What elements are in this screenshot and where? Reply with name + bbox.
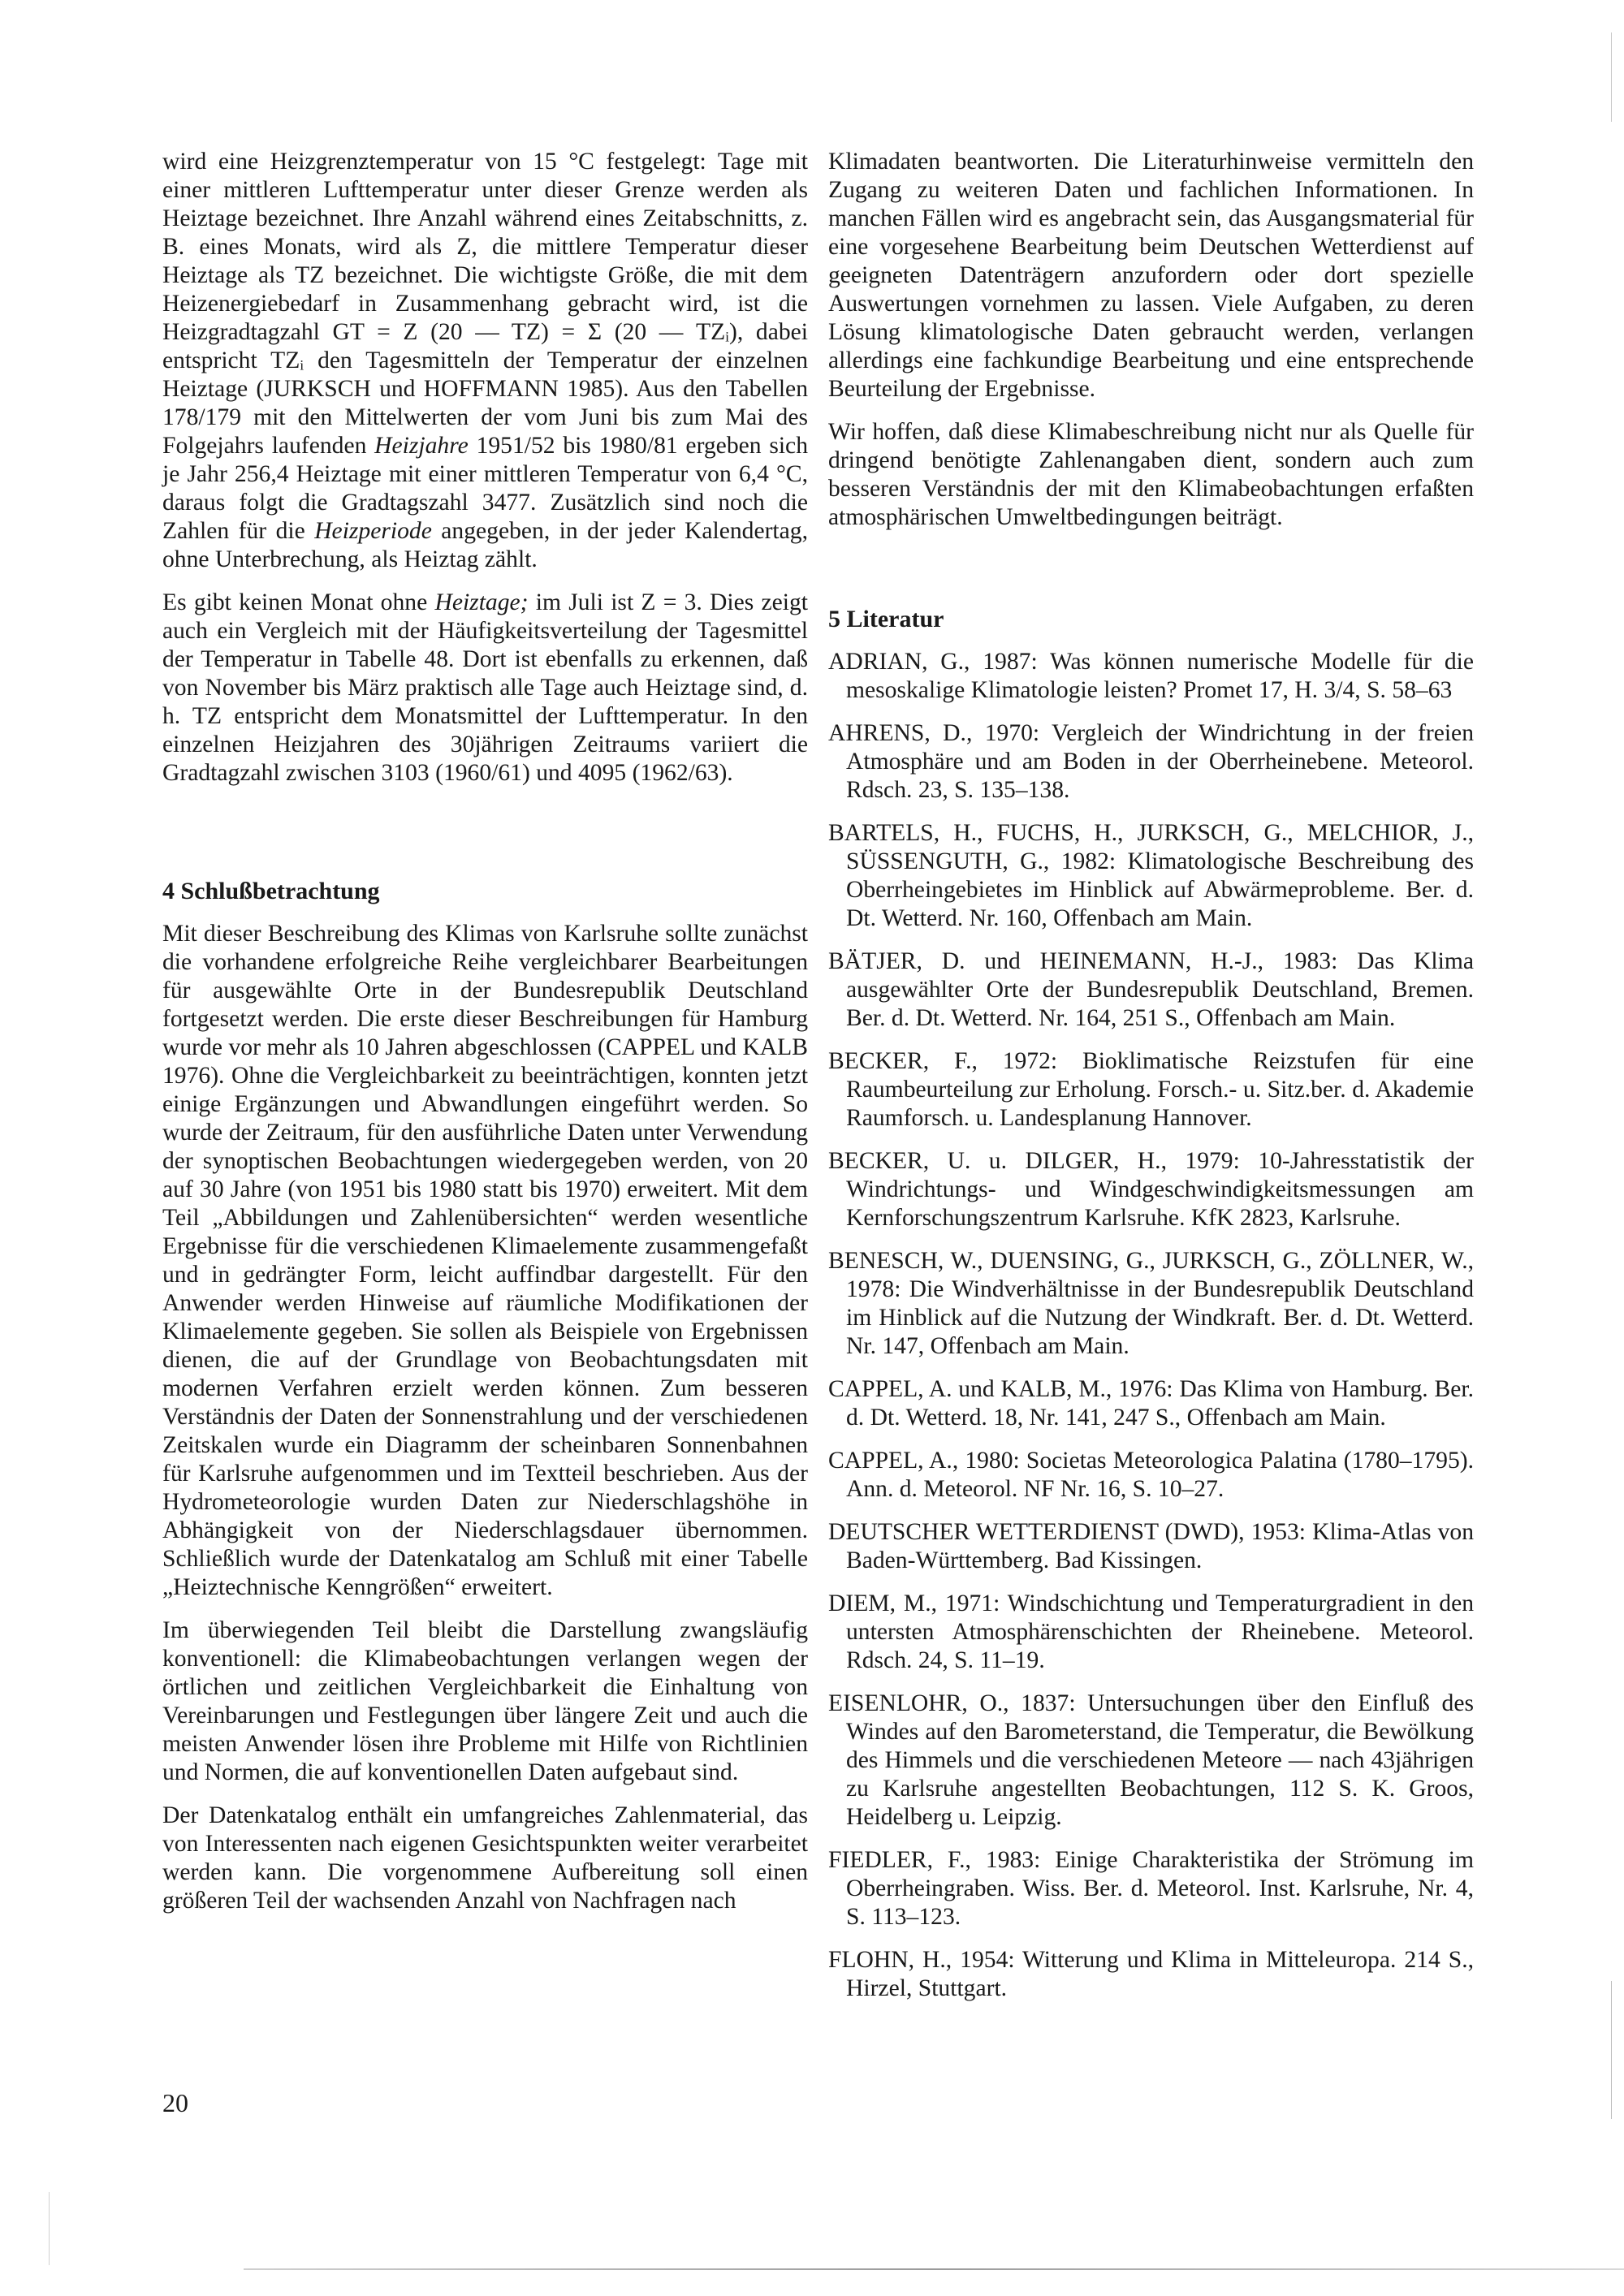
page-number: 20: [162, 2088, 188, 2117]
reference-item: EISENLOHR, O., 1837: Untersuchungen über den Einfluß des Windes auf den Barometerstand, die Temperatur, die Bewölkung des Himmels und die verschiedenen Meteore — nach 43jährigen zu Karlsruhe angestellten Beobachtungen, 112 S. K. Groos, Heidelberg u. Leipzig.: [828, 1690, 1474, 1830]
reference-item: DEUTSCHER WETTERDIENST (DWD), 1953: Klima-Atlas von Baden-Württemberg. Bad Kissingen.: [828, 1519, 1474, 1573]
reference-item: CAPPEL, A., 1980: Societas Meteorologica Palatina (1780–1795). Ann. d. Meteorol. NF Nr. 16, S. 10–27.: [828, 1448, 1474, 1502]
paragraph-darstellung: Im überwiegenden Teil bleibt die Darstellung zwangsläufig konventionell: die Klimabeobachtungen verlangen wegen der örtlichen und zeitlichen Vergleichbarkeit die Einhaltung von Vereinbarungen und Festlegungen über längere Zeit und auch die meisten Anwender lösen ihre Probleme mit Hilfe von Richtlinien und Normen, die auf konventionellen Daten aufgebaut sind.: [162, 1617, 808, 1785]
paragraph-heiztage-monat: Es gibt keinen Monat ohne Heiztage; im Juli ist Z = 3. Dies zeigt auch ein Vergleich mit der Häufigkeitsverteilung der Tagesmittel der Temperatur in Tabelle 48. Dort ist ebenfalls zu erkennen, daß von November bis März praktisch alle Tage auch Heiztage sind, d. h. TZ entspricht dem Monatsmittel der Lufttemperatur. In den einzelnen Heizjahren des 30jährigen Zeitraums variiert die Gradtagzahl zwischen 3103 (1960/61) und 4095 (1962/63).: [162, 589, 809, 786]
reference-item: AHRENS, D., 1970: Vergleich der Windrichtung in der freien Atmosphäre und am Boden in der Oberrheinebene. Meteorol. Rdsch. 23, S. 135–138.: [828, 720, 1474, 803]
reference-item: BECKER, F., 1972: Bioklimatische Reizstufen für eine Raumbeurteilung zur Erholung. Forsch.- u. Sitz.ber. d. Akademie Raumforsch. u. Landesplanung Hannover.: [828, 1048, 1474, 1131]
reference-item: ADRIAN, G., 1987: Was können numerische Modelle für die mesoskalige Klimatologie leisten? Promet 17, H. 3/4, S. 58–63: [828, 649, 1474, 703]
scan-edge-mark: [1611, 1981, 1612, 2119]
reference-item: BÄTJER, D. und HEINEMANN, H.-J., 1983: Das Klima ausgewählter Orte der Bundesrepublik Deutschland, Bremen. Ber. d. Dt. Wetterd. Nr. 164, 251 S., Offenbach am Main.: [828, 948, 1474, 1031]
scan-edge-mark: [1611, 32, 1612, 122]
reference-list: [828, 648, 1474, 2003]
paragraph-beschreibung: Mit dieser Beschreibung des Klimas von Karlsruhe sollte zunächst die vorhandene erfolgreiche Reihe vergleichbarer Bearbeitungen für ausgewählte Orte in der Bundesrepublik Deutschland fortgesetzt werden. Die erste dieser Beschreibungen für Hamburg wurde vor mehr als 10 Jahren abgeschlossen (CAPPEL und KALB 1976). Ohne die Vergleichbarkeit zu beeinträchtigen, konnten jetzt einige Ergänzungen und Abwandlungen eingeführt werden. So wurde der Zeitraum, für den ausführliche Daten unter Verwendung der synoptischen Beobachtungen wiedergegeben werden, von 20 auf 30 Jahre (von 1951 bis 1980 statt bis 1970) erweitert. Mit dem Teil „Abbildungen und Zahlenübersichten“ werden wesentliche Ergebnisse für die verschiedenen Klimaelemente zusammengefaßt und in gedrängter Form, leicht auffindbar dargestellt. Für den Anwender werden Hinweise auf räumliche Modifikationen der Klimaelemente gegeben. Sie sollen als Beispiele von Ergebnissen dienen, die auf der Grundlage von Beobachtungsdaten mit modernen Verfahren erzielt werden können. Zum besseren Verständnis der Daten der Sonnenstrahlung und der verschiedenen Zeitskalen wurde ein Diagramm der scheinbaren Sonnenbahnen für Karlsruhe aufgenommen und im Textteil beschrieben. Aus der Hydrometeorologie wurden Daten zur Niederschlagshöhe in Abhängigkeit von der Niederschlagsdauer übernommen. Schließlich wurde der Datenkatalog am Schluß mit einer Tabelle „Heiztechnische Kenngrößen“ erweitert.: [162, 921, 808, 1600]
reference-item: BARTELS, H., FUCHS, H., JURKSCH, G., MELCHIOR, J., SÜSSENGUTH, G., 1982: Klimatologische Beschreibung des Oberrheingebietes im Hinblick auf Abwärmeprobleme. Ber. d. Dt. Wetterd. Nr. 160, Offenbach am Main.: [828, 820, 1474, 931]
reference-item: FIEDLER, F., 1983: Einige Charakteristika der Strömung im Oberrheingraben. Wiss. Ber. d. Meteorol. Inst. Karlsruhe, Nr. 4, S. 113–123.: [828, 1847, 1474, 1930]
reference-item: CAPPEL, A. und KALB, M., 1976: Das Klima von Hamburg. Ber. d. Dt. Wetterd. 18, Nr. 141, 247 S., Offenbach am Main.: [828, 1376, 1474, 1431]
scan-artifact-line: [244, 2268, 1624, 2270]
paragraph-heizgrenztemperatur: wird eine Heizgrenztemperatur von 15 °C festgelegt: Tage mit einer mittleren Lufttemperatur unter dieser Grenze werden als Heiztage bezeichnet. Ihre Anzahl während eines Zeitabschnitts, z. B. eines Monats, wird als Z, die mittlere Temperatur dieser Heiztage als TZ bezeichnet. Die wichtigste Größe, die mit dem Heizenergiebedarf in Zusammenhang gebracht wird, ist die Heizgradtagzahl GT = Z (20 — TZ) = Σ (20 — TZᵢ), dabei entspricht TZᵢ den Tagesmitteln der Temperatur der einzelnen Heiztage (JURKSCH und HOFFMANN 1985). Aus den Tabellen 178/179 mit den Mittelwerten der vom Juni bis zum Mai des Folgejahrs laufenden Heizjahre 1951/52 bis 1980/81 ergeben sich je Jahr 256,4 Heiztage mit einer mittleren Temperatur von 6,4 °C, daraus folgt die Gradtagszahl 3477. Zusätzlich sind noch die Zahlen für die Heizperiode angegeben, in der jeder Kalendertag, ohne Unterbrechung, als Heiztag zählt.: [162, 149, 808, 572]
paragraph-datenkatalog: Der Datenkatalog enthält ein umfangreiches Zahlenmaterial, das von Interessenten nach eigenen Gesichtspunkten weiter verarbeitet werden kann. Die vorgenommene Aufbereitung soll einen größeren Teil der wachsenden Anzahl von Nachfragen nach: [162, 1802, 808, 1914]
reference-item: FLOHN, H., 1954: Witterung und Klima in Mitteleuropa. 214 S., Hirzel, Stuttgart.: [828, 1947, 1474, 2001]
paragraph-wir-hoffen: Wir hoffen, daß diese Klimabeschreibung nicht nur als Quelle für dringend benötigte Zahlenangaben dient, sondern auch zum besseren Verständnis der mit den Klimabeobachtungen erfaßten atmosphärischen Umweltbedingungen beiträgt.: [828, 419, 1474, 530]
paragraph-klimadaten: Klimadaten beantworten. Die Literaturhinweise vermitteln den Zugang zu weiteren Daten und fachlichen Informationen. In manchen Fällen wird es angebracht sein, das Ausgangsmaterial für eine vorgesehene Bearbeitung beim Deutschen Wetterdienst auf geeigneten Datenträgern anzufordern oder dort spezielle Auswertungen vornehmen zu lassen. Viele Aufgaben, zu deren Lösung klimatologische Daten gebraucht werden, verlangen allerdings eine fachkundige Bearbeitung und eine entsprechende Beurteilung der Ergebnisse.: [828, 149, 1474, 402]
reference-item: BECKER, U. u. DILGER, H., 1979: 10-Jahresstatistik der Windrichtungs- und Windgeschwindigkeitsmessungen am Kernforschungszentrum Karlsruhe. KfK 2823, Karlsruhe.: [828, 1148, 1474, 1231]
left-column: [162, 148, 808, 1930]
section-heading-schlussbetrachtung: 4 Schlußbetrachtung: [162, 878, 380, 904]
scan-edge-mark: [49, 2192, 50, 2265]
reference-item: BENESCH, W., DUENSING, G., JURKSCH, G., ZÖLLNER, W., 1978: Die Windverhältnisse in der Bundesrepublik Deutschland im Hinblick auf die Nutzung der Windkraft. Ber. d. Dt. Wetterd. Nr. 147, Offenbach am Main.: [828, 1248, 1474, 1359]
right-column: [828, 148, 1474, 2018]
reference-item: DIEM, M., 1971: Windschichtung und Temperaturgradient in den untersten Atmosphärenschichten der Rheinebene. Meteorol. Rdsch. 24, S. 11–19.: [828, 1590, 1474, 1673]
section-heading-literatur: 5 Literatur: [828, 606, 944, 632]
